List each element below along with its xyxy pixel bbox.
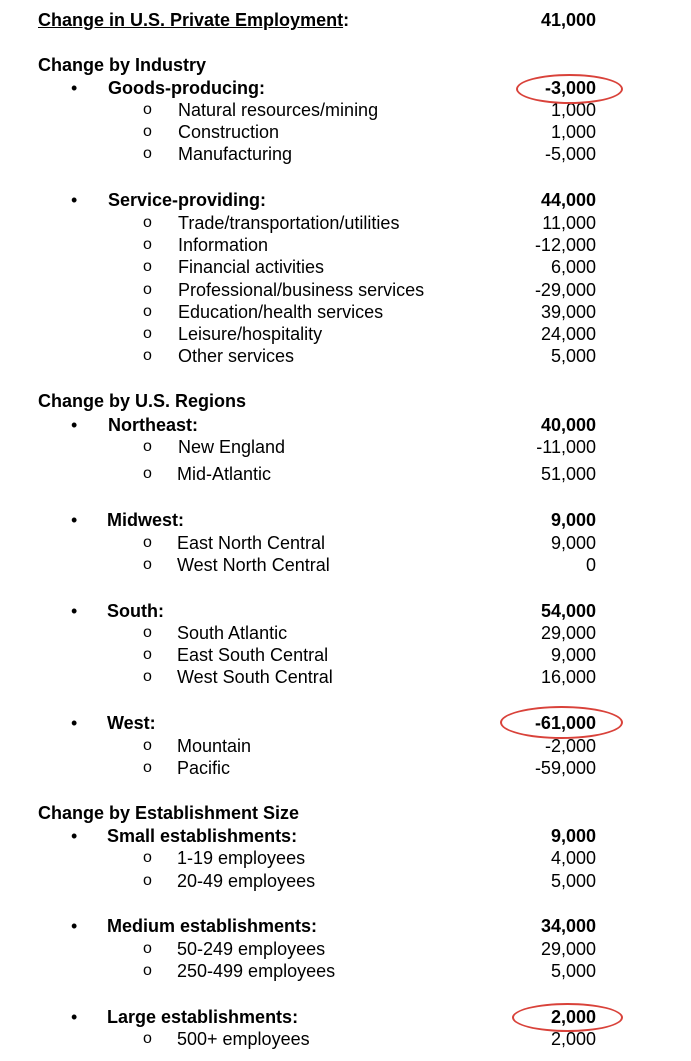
item-value: -29,000 bbox=[534, 280, 596, 300]
bullet-icon: • bbox=[71, 916, 78, 936]
service-value: 44,000 bbox=[540, 190, 596, 210]
item-value: 9,000 bbox=[550, 533, 596, 553]
title-colon: : bbox=[343, 10, 350, 30]
regions-heading-row bbox=[0, 390, 691, 412]
list-item bbox=[0, 436, 691, 458]
list-item bbox=[0, 234, 691, 256]
item-value: 51,000 bbox=[540, 464, 596, 484]
goods-value: -3,000 bbox=[544, 78, 596, 98]
circle-bullet-icon: o bbox=[143, 214, 152, 231]
small-label: Small establishments: bbox=[107, 826, 298, 846]
circle-bullet-icon: o bbox=[143, 258, 152, 275]
regions-heading: Change by U.S. Regions bbox=[38, 391, 247, 411]
goods-row bbox=[0, 77, 691, 99]
northeast-label: Northeast: bbox=[108, 415, 199, 435]
south-value: 54,000 bbox=[540, 601, 596, 621]
bullet-icon: • bbox=[71, 826, 78, 846]
small-value: 9,000 bbox=[550, 826, 596, 846]
circle-bullet-icon: o bbox=[143, 737, 152, 754]
item-label: West South Central bbox=[177, 667, 333, 687]
item-value: 24,000 bbox=[540, 324, 596, 344]
item-label: East South Central bbox=[177, 645, 329, 665]
item-label: 1-19 employees bbox=[177, 848, 306, 868]
circle-bullet-icon: o bbox=[143, 534, 152, 551]
list-item bbox=[0, 121, 691, 143]
list-item bbox=[0, 301, 691, 323]
item-label: Financial activities bbox=[178, 257, 325, 277]
list-item bbox=[0, 532, 691, 554]
list-item bbox=[0, 847, 691, 869]
large-row bbox=[0, 1006, 691, 1028]
total-value: 41,000 bbox=[540, 10, 596, 30]
list-item bbox=[0, 757, 691, 779]
list-item bbox=[0, 99, 691, 121]
item-value: 1,000 bbox=[550, 122, 596, 142]
item-label: Pacific bbox=[177, 758, 231, 778]
item-label: Information bbox=[178, 235, 269, 255]
item-label: East North Central bbox=[177, 533, 326, 553]
circle-bullet-icon: o bbox=[143, 646, 152, 663]
item-value: -12,000 bbox=[534, 235, 596, 255]
item-value: 0 bbox=[585, 555, 596, 575]
list-item bbox=[0, 256, 691, 278]
item-label: Trade/transportation/utilities bbox=[178, 213, 400, 233]
bullet-icon: • bbox=[71, 1007, 78, 1027]
item-value: 5,000 bbox=[550, 346, 596, 366]
south-label: South: bbox=[107, 601, 164, 621]
circle-bullet-icon: o bbox=[143, 123, 152, 140]
midwest-row bbox=[0, 509, 691, 531]
item-value: 16,000 bbox=[540, 667, 596, 687]
list-item bbox=[0, 212, 691, 234]
bullet-icon: • bbox=[71, 601, 78, 621]
bullet-icon: • bbox=[71, 78, 78, 98]
circle-bullet-icon: o bbox=[143, 438, 152, 455]
service-label: Service-providing: bbox=[108, 190, 267, 210]
item-value: -59,000 bbox=[534, 758, 596, 778]
item-label: Professional/business services bbox=[178, 280, 425, 300]
title-row bbox=[0, 9, 691, 31]
large-label: Large establishments: bbox=[107, 1007, 299, 1027]
item-value: -2,000 bbox=[544, 736, 596, 756]
item-value: -11,000 bbox=[536, 437, 596, 457]
item-label: 500+ employees bbox=[177, 1029, 310, 1049]
northeast-row bbox=[0, 414, 691, 436]
bullet-icon: • bbox=[71, 510, 78, 530]
circle-bullet-icon: o bbox=[143, 759, 152, 776]
size-heading-row bbox=[0, 802, 691, 824]
goods-label: Goods-producing: bbox=[108, 78, 265, 98]
circle-bullet-icon: o bbox=[143, 668, 152, 685]
item-label: Manufacturing bbox=[178, 144, 293, 164]
bullet-icon: • bbox=[71, 415, 78, 435]
circle-bullet-icon: o bbox=[143, 281, 152, 298]
service-row bbox=[0, 189, 691, 211]
circle-bullet-icon: o bbox=[143, 236, 152, 253]
item-label: Leisure/hospitality bbox=[178, 324, 323, 344]
list-item bbox=[0, 1028, 691, 1050]
item-label: West North Central bbox=[177, 555, 330, 575]
item-value: 4,000 bbox=[550, 848, 596, 868]
item-value: 6,000 bbox=[550, 257, 596, 277]
circle-bullet-icon: o bbox=[143, 325, 152, 342]
item-label: Other services bbox=[178, 346, 295, 366]
item-value: 5,000 bbox=[550, 961, 596, 981]
item-label: South Atlantic bbox=[177, 623, 288, 643]
circle-bullet-icon: o bbox=[143, 101, 152, 118]
medium-row bbox=[0, 915, 691, 937]
item-value: 11,000 bbox=[542, 213, 596, 233]
circle-bullet-icon: o bbox=[143, 940, 152, 957]
circle-bullet-icon: o bbox=[143, 465, 152, 482]
northeast-value: 40,000 bbox=[540, 415, 596, 435]
item-label: Construction bbox=[178, 122, 280, 142]
medium-label: Medium establishments: bbox=[107, 916, 318, 936]
list-item bbox=[0, 345, 691, 367]
list-item bbox=[0, 960, 691, 982]
list-item bbox=[0, 622, 691, 644]
item-label: New England bbox=[178, 437, 286, 457]
item-value: 39,000 bbox=[540, 302, 596, 322]
midwest-label: Midwest: bbox=[107, 510, 185, 530]
circle-bullet-icon: o bbox=[143, 347, 152, 364]
bullet-icon: • bbox=[71, 713, 78, 733]
circle-bullet-icon: o bbox=[143, 962, 152, 979]
west-row bbox=[0, 712, 691, 734]
industry-heading: Change by Industry bbox=[38, 55, 207, 75]
list-item bbox=[0, 463, 691, 485]
item-value: -5,000 bbox=[544, 144, 596, 164]
west-label: West: bbox=[107, 713, 156, 733]
list-item bbox=[0, 666, 691, 688]
item-value: 1,000 bbox=[550, 100, 596, 120]
list-item bbox=[0, 143, 691, 165]
list-item bbox=[0, 938, 691, 960]
list-item bbox=[0, 323, 691, 345]
circle-bullet-icon: o bbox=[143, 556, 152, 573]
industry-heading-row bbox=[0, 54, 691, 76]
circle-bullet-icon: o bbox=[143, 303, 152, 320]
item-label: 250-499 employees bbox=[177, 961, 336, 981]
item-value: 29,000 bbox=[540, 623, 596, 643]
list-item bbox=[0, 644, 691, 666]
circle-bullet-icon: o bbox=[143, 849, 152, 866]
west-value: -61,000 bbox=[534, 713, 596, 733]
item-label: 20-49 employees bbox=[177, 871, 316, 891]
medium-value: 34,000 bbox=[540, 916, 596, 936]
item-value: 2,000 bbox=[550, 1029, 596, 1049]
large-value: 2,000 bbox=[550, 1007, 596, 1027]
item-label: 50-249 employees bbox=[177, 939, 326, 959]
item-label: Mid-Atlantic bbox=[177, 464, 272, 484]
list-item bbox=[0, 554, 691, 576]
item-value: 5,000 bbox=[550, 871, 596, 891]
bullet-icon: • bbox=[71, 190, 78, 210]
list-item bbox=[0, 279, 691, 301]
circle-bullet-icon: o bbox=[143, 145, 152, 162]
list-item bbox=[0, 870, 691, 892]
size-heading: Change by Establishment Size bbox=[38, 803, 300, 823]
small-row bbox=[0, 825, 691, 847]
page-title: Change in U.S. Private Employment bbox=[38, 10, 344, 30]
item-label: Mountain bbox=[177, 736, 252, 756]
circle-bullet-icon: o bbox=[143, 872, 152, 889]
south-row bbox=[0, 600, 691, 622]
item-label: Natural resources/mining bbox=[178, 100, 379, 120]
item-value: 9,000 bbox=[550, 645, 596, 665]
circle-bullet-icon: o bbox=[143, 1030, 152, 1047]
item-value: 29,000 bbox=[540, 939, 596, 959]
list-item bbox=[0, 735, 691, 757]
circle-bullet-icon: o bbox=[143, 624, 152, 641]
midwest-value: 9,000 bbox=[550, 510, 596, 530]
item-label: Education/health services bbox=[178, 302, 384, 322]
